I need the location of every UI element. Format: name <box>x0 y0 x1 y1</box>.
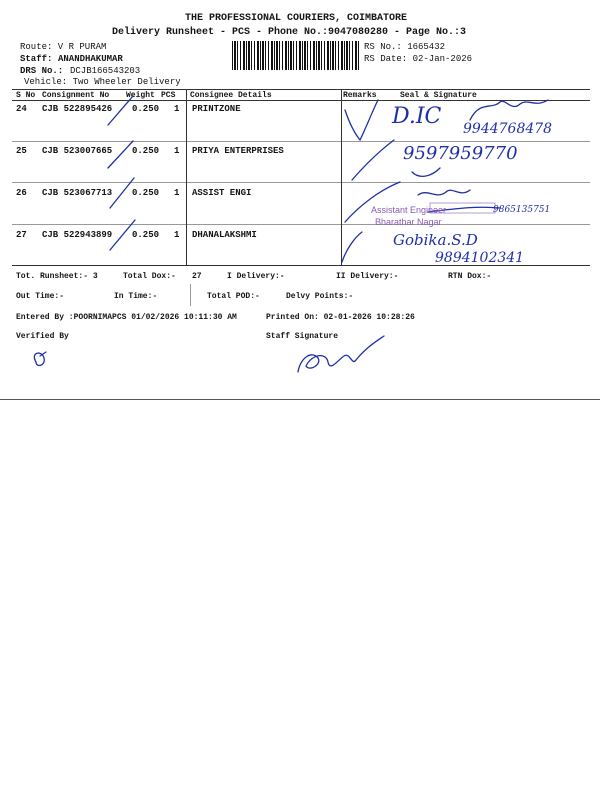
row-pcs: 1 <box>174 230 180 240</box>
col-weight: Weight <box>126 91 155 100</box>
staff-signature-label: Staff Signature <box>266 332 339 341</box>
col-pcs: PCS <box>161 91 176 100</box>
verified-initials <box>34 352 46 365</box>
handwritten-phone: 9865135751 <box>493 205 551 215</box>
row-weight: 0.250 <box>132 104 160 114</box>
staff-value: ANANDHAKUMAR <box>58 54 123 64</box>
company-title: THE PROFESSIONAL COURIERS, COIMBATORE <box>185 13 408 24</box>
total-pod: Total POD:- <box>207 292 260 301</box>
divider <box>190 284 191 306</box>
column-divider <box>341 89 342 265</box>
row-pcs: 1 <box>174 188 180 198</box>
col-consignment: Consignment No <box>42 91 110 100</box>
table-top-rule <box>12 89 590 90</box>
delvy-points: Delvy Points:- <box>286 292 354 301</box>
row-weight: 0.250 <box>132 188 160 198</box>
row-weight: 0.250 <box>132 146 160 156</box>
barcode <box>232 41 360 70</box>
tick-mark <box>345 100 378 140</box>
rtn-dox: RTN Dox:- <box>448 272 492 281</box>
stamp-line: Bharathar Nagar <box>375 217 442 227</box>
col-seal-signature: Seal & Signature <box>400 91 477 100</box>
row-consignee: DHANALAKSHMI <box>192 230 257 240</box>
signature-scribble <box>470 100 548 120</box>
out-time: Out Time:- <box>16 292 65 301</box>
row-sno: 27 <box>16 230 27 240</box>
verified-by-label: Verified By <box>16 332 69 341</box>
route-label: Route: V R PURAM <box>20 42 107 52</box>
row-consignment: CJB 522943899 <box>42 230 113 240</box>
printed-on: Printed On: 02-01-2026 10:28:26 <box>266 313 415 322</box>
row-consignee: PRIYA ENTERPRISES <box>192 146 284 156</box>
tick-mark <box>342 232 362 262</box>
row-consignment: CJB 523067713 <box>42 188 113 198</box>
rs-date: RS Date: 02-Jan-2026 <box>364 54 473 64</box>
total-dox-label: Total Dox:- <box>123 272 176 281</box>
row-sno: 25 <box>16 146 27 156</box>
row-consignment: CJB 522895426 <box>42 104 113 114</box>
row-weight: 0.250 <box>132 230 160 240</box>
drs-label: DRS No.: <box>20 66 64 76</box>
i-delivery: I Delivery:- <box>227 272 285 281</box>
row-divider <box>12 182 590 183</box>
row-sno: 24 <box>16 104 27 114</box>
col-sno: S No <box>16 91 36 100</box>
tick-mark <box>352 140 394 180</box>
row-sno: 26 <box>16 188 27 198</box>
handwritten-phone: 9894102341 <box>435 250 525 266</box>
rs-number: RS No.: 1665432 <box>364 42 446 52</box>
handwritten-name: Gobika.S.D <box>393 231 478 249</box>
vehicle-label: Vehicle: Two Wheeler Delivery <box>24 77 181 87</box>
page-tear-line <box>0 399 600 400</box>
total-dox-value: 27 <box>192 272 202 281</box>
in-time: In Time:- <box>114 292 158 301</box>
signature-scribble <box>418 190 470 195</box>
col-consignee: Consignee Details <box>190 91 272 100</box>
ii-delivery: II Delivery:- <box>336 272 399 281</box>
table-header-rule <box>12 100 590 101</box>
row-pcs: 1 <box>174 104 180 114</box>
entered-by: Entered By :POORNIMAPCS 01/02/2026 10:11:30 AM <box>16 313 237 322</box>
row-divider <box>12 141 590 142</box>
row-consignee: PRINTZONE <box>192 104 241 114</box>
total-runsheet: Tot. Runsheet:- 3 <box>16 272 98 281</box>
handwritten-name: D.IC <box>392 104 442 129</box>
stamp-line: Assistant Engineer <box>371 205 447 215</box>
staff-label: Staff: <box>20 54 53 64</box>
row-consignment: CJB 523007665 <box>42 146 113 156</box>
column-divider <box>186 89 187 265</box>
staff-signature-ink <box>298 336 384 372</box>
runsheet-subtitle: Delivery Runsheet - PCS - Phone No.:9047080280 - Page No.:3 <box>112 27 467 38</box>
col-remarks: Remarks <box>343 91 377 100</box>
row-consignee: ASSIST ENGI <box>192 188 252 198</box>
drs-value: DCJB166543203 <box>70 66 141 76</box>
tick-mark <box>345 182 400 222</box>
signature-scribble <box>412 168 440 176</box>
handwritten-phone: 9597959770 <box>403 143 518 164</box>
row-pcs: 1 <box>174 146 180 156</box>
handwritten-phone: 9944768478 <box>463 121 553 137</box>
row-divider <box>12 224 590 225</box>
